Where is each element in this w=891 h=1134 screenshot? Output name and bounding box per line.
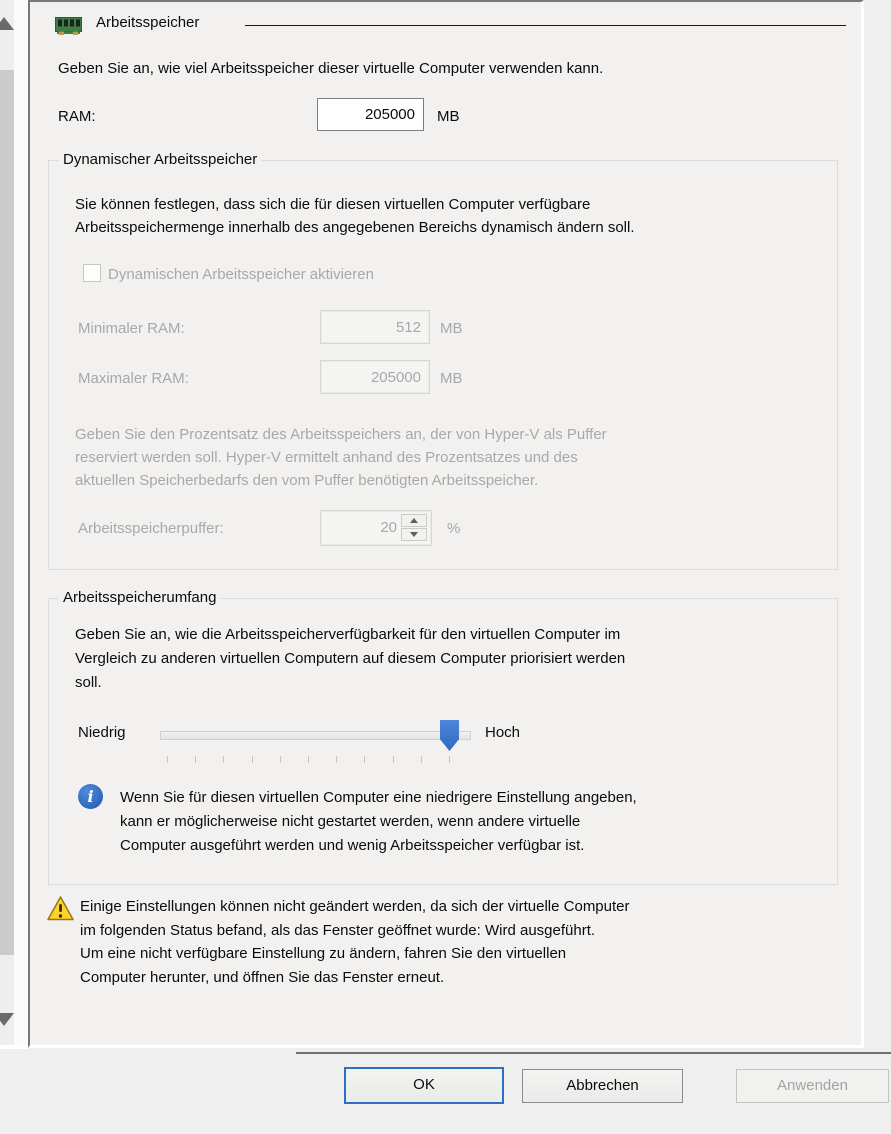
min-ram-unit: MB [440, 320, 463, 337]
ram-unit: MB [437, 108, 460, 125]
min-ram-label: Minimaler RAM: [78, 320, 185, 337]
slider-tick [449, 756, 450, 763]
pane-divider-bottom [0, 1045, 28, 1049]
memory-module-icon [55, 14, 82, 37]
memory-weight-description: Geben Sie an, wie die Arbeitsspeicherverfügbarkeit für den virtuellen Computer im Vergleich zu anderen virtuellen Computern auf diesem Computer priorisiert werden soll. [75, 626, 626, 691]
ram-label: RAM: [58, 108, 96, 125]
min-ram-input[interactable] [320, 310, 430, 344]
slider-tick [364, 756, 365, 763]
slider-tick [252, 756, 253, 763]
slider-tick [223, 756, 224, 763]
info-icon: i [78, 784, 103, 809]
slider-tick [195, 756, 196, 763]
spinner-up-icon [410, 518, 418, 523]
slider-low-label: Niedrig [78, 724, 126, 741]
max-ram-label: Maximaler RAM: [78, 370, 189, 387]
slider-tick [336, 756, 337, 763]
memory-weight-group-title: Arbeitsspeicherumfang [58, 589, 221, 606]
intro-text: Geben Sie an, wie viel Arbeitsspeicher dieser virtuelle Computer verwenden kann. [58, 60, 604, 77]
enable-dynamic-memory-label: Dynamischen Arbeitsspeicher aktivieren [108, 266, 374, 283]
apply-button[interactable]: Anwenden [736, 1069, 889, 1103]
slider-tick-row [167, 756, 450, 763]
buffer-unit: % [447, 520, 461, 537]
pane-divider [14, 0, 28, 1045]
memory-settings-panel [28, 0, 864, 1048]
dynamic-memory-description: Sie können festlegen, dass sich die für diesen virtuellen Computer verfügbare Arbeitsspeichermenge innerhalb des angegebenen Bereichs dynamisch ändern soll. [75, 196, 635, 236]
cancel-button[interactable]: Abbrechen [522, 1069, 683, 1103]
slider-tick [280, 756, 281, 763]
slider-tick [421, 756, 422, 763]
slider-high-label: Hoch [485, 724, 521, 741]
buffer-spinner[interactable] [320, 510, 432, 546]
slider-tick [308, 756, 309, 763]
locked-settings-warning: Einige Einstellungen können nicht geändert werden, da sich der virtuelle Computer im folgenden Status befand, als das Fenster geöffnet wurde: Wird ausgeführt. Um eine nicht verfügbare Einstellung zu ändern, fahren Sie den virtuellen Computer herunter, und öffnen Sie das Fenster erneut. [80, 898, 630, 986]
scrollbar-thumb[interactable] [0, 70, 14, 955]
enable-dynamic-memory-checkbox[interactable] [83, 264, 101, 282]
scroll-down-icon[interactable] [0, 1013, 14, 1026]
scroll-up-icon[interactable] [0, 17, 14, 30]
spinner-down-button[interactable] [401, 528, 427, 541]
buffer-description: Geben Sie den Prozentsatz des Arbeitsspeichers an, der von Hyper-V als Puffer reserviert werden soll. Hyper-V ermittelt anhand des Prozentsatzes und des aktuellen Speicherbedarfs den vom Puffer benötigten Arbeitsspeicher. [75, 426, 607, 489]
memory-weight-slider-track[interactable] [160, 731, 471, 740]
slider-tick [167, 756, 168, 763]
dynamic-memory-group-title: Dynamischer Arbeitsspeicher [58, 151, 262, 168]
slider-tick [393, 756, 394, 763]
page-title: Arbeitsspeicher [96, 14, 200, 31]
spinner-down-icon [410, 532, 418, 537]
button-bar-separator [296, 1052, 891, 1054]
buffer-label: Arbeitsspeicherpuffer: [78, 520, 224, 537]
ram-input[interactable] [317, 98, 424, 131]
slider-info-note: Wenn Sie für diesen virtuellen Computer eine niedrigere Einstellung angeben, kann er möglicherweise nicht gestartet werden, wenn andere virtuelle Computer ausgeführt werden und wenig Arbeitsspeicher verfügbar ist. [120, 789, 637, 854]
ok-button[interactable]: OK [344, 1067, 504, 1104]
spinner-up-button[interactable] [401, 514, 427, 527]
max-ram-input[interactable] [320, 360, 430, 394]
nav-pane-scrollbar[interactable] [0, 0, 14, 1045]
warning-icon [47, 896, 74, 921]
buffer-value: 20 [380, 519, 397, 536]
header-rule [245, 25, 846, 26]
max-ram-unit: MB [440, 370, 463, 387]
